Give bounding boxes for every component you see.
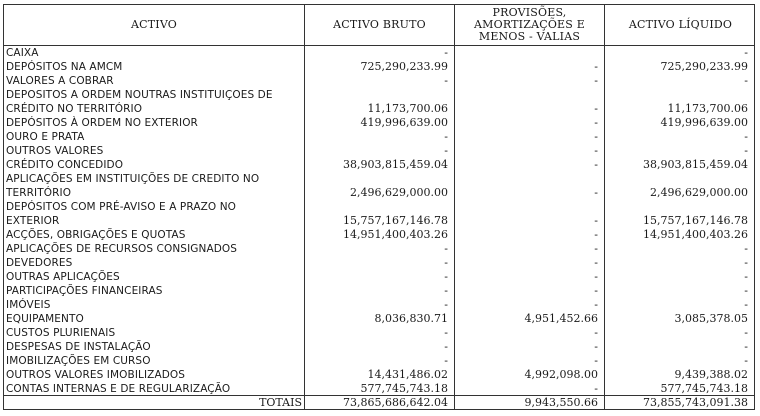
provisoes-value: - [594, 144, 598, 157]
activo-liquido-value: 419,996,639.00 [660, 116, 748, 129]
table-row [4, 312, 756, 326]
activo-liquido-value: 38,903,815,459.04 [643, 158, 748, 171]
table-row [4, 214, 756, 228]
provisoes-value: - [594, 116, 598, 129]
table-row [4, 326, 756, 340]
table-row [4, 340, 756, 354]
provisoes-value: - [594, 214, 598, 227]
balance-sheet-table [3, 4, 755, 410]
provisoes-value [458, 46, 598, 60]
row-label: IMOBILIZAÇÕES EM CURSO [6, 355, 151, 367]
table-row [4, 116, 756, 130]
table-row [4, 88, 756, 102]
activo-bruto-value: - [444, 298, 448, 311]
table-row [4, 284, 756, 298]
table-row [4, 256, 756, 270]
provisoes-value: - [594, 340, 598, 353]
provisoes-value [458, 172, 598, 186]
row-label: OUTROS VALORES IMOBILIZADOS [6, 369, 186, 381]
provisoes-value: - [594, 242, 598, 255]
row-label: CRÉDITO CONCEDIDO [6, 159, 124, 171]
activo-bruto-value: 14,431,486.02 [367, 368, 448, 381]
row-label: DEPÓSITOS NA AMCM [6, 61, 123, 73]
table-row [4, 270, 756, 284]
totals-provisoes: 9,943,550.66 [524, 396, 598, 409]
provisoes-value: - [594, 186, 598, 199]
row-label: TERRITÓRIO [6, 187, 72, 199]
activo-bruto-value [306, 200, 448, 214]
provisoes-value [458, 200, 598, 214]
provisoes-value [458, 88, 598, 102]
activo-liquido-value: - [744, 256, 748, 269]
row-label: EQUIPAMENTO [6, 313, 84, 325]
header-activo-liquido: ACTIVO LÍQUIDO [628, 18, 733, 31]
table-row [4, 102, 756, 116]
activo-bruto-value: 725,290,233.99 [360, 60, 448, 73]
table-row [4, 172, 756, 186]
activo-liquido-value: 725,290,233.99 [660, 60, 748, 73]
provisoes-value: - [594, 284, 598, 297]
activo-liquido-value: 14,951,400,403.26 [643, 228, 748, 241]
activo-bruto-value: 2,496,629,000.00 [350, 186, 448, 199]
table-row [4, 130, 756, 144]
activo-liquido-value [608, 88, 748, 102]
row-label: ACÇÕES, OBRIGAÇÕES E QUOTAS [6, 229, 186, 241]
activo-bruto-value: - [444, 74, 448, 87]
header-provisoes-line: AMORTIZAÇÕES E [474, 18, 585, 31]
activo-liquido-value: - [744, 46, 748, 59]
activo-liquido-value [608, 172, 748, 186]
activo-liquido-value: - [744, 354, 748, 367]
row-label: APLICAÇÕES DE RECURSOS CONSIGNADOS [6, 243, 238, 255]
provisoes-value: - [594, 60, 598, 73]
totals-label: TOTAIS [259, 396, 302, 409]
activo-liquido-value: - [744, 74, 748, 87]
activo-bruto-value: - [444, 130, 448, 143]
row-label: DESPESAS DE INSTALAÇÃO [6, 341, 151, 353]
table-row [4, 46, 756, 60]
activo-liquido-value: 9,439,388.02 [674, 368, 748, 381]
activo-bruto-value: 38,903,815,459.04 [343, 158, 448, 171]
activo-bruto-value: - [444, 256, 448, 269]
row-label: DEPÓSITOS COM PRÉ-AVISO E A PRAZO NO [6, 201, 237, 213]
activo-liquido-value: 11,173,700.06 [667, 102, 748, 115]
header-provisoes [455, 5, 604, 45]
table-row [4, 158, 756, 172]
activo-liquido-value: 577,745,743.18 [660, 382, 748, 395]
activo-bruto-value [306, 88, 448, 102]
provisoes-value: - [594, 326, 598, 339]
totals-activo-liquido: 73,855,743,091.38 [643, 396, 748, 409]
activo-liquido-value [608, 200, 748, 214]
provisoes-value: - [594, 228, 598, 241]
provisoes-value: - [594, 354, 598, 367]
activo-liquido-value: - [744, 130, 748, 143]
table-row [4, 228, 756, 242]
row-label: DEPOSITOS A ORDEM NOUTRAS INSTITUIÇOES DE [6, 89, 273, 101]
activo-liquido-value: - [744, 144, 748, 157]
provisoes-value: - [594, 382, 598, 395]
row-label: APLICAÇÕES EM INSTITUIÇÕES DE CREDITO NO [6, 173, 260, 185]
row-label: CONTAS INTERNAS E DE REGULARIZAÇÃO [6, 383, 231, 395]
activo-bruto-value: 577,745,743.18 [360, 382, 448, 395]
activo-liquido-value: - [744, 284, 748, 297]
activo-liquido-value: 2,496,629,000.00 [650, 186, 748, 199]
activo-liquido-value: 15,757,167,146.78 [643, 214, 748, 227]
row-label: OURO E PRATA [6, 131, 85, 143]
provisoes-value: - [594, 298, 598, 311]
provisoes-value: - [594, 158, 598, 171]
table-row [4, 200, 756, 214]
activo-bruto-value: - [444, 144, 448, 157]
activo-bruto-value [306, 172, 448, 186]
row-label: DEPÓSITOS À ORDEM NO EXTERIOR [6, 117, 198, 129]
activo-bruto-value: - [444, 46, 448, 59]
table-row [4, 60, 756, 74]
activo-bruto-value: - [444, 284, 448, 297]
activo-bruto-value: 11,173,700.06 [367, 102, 448, 115]
activo-bruto-value: 8,036,830.71 [374, 312, 448, 325]
row-label: CAIXA [6, 47, 39, 59]
table-row [4, 186, 756, 200]
table-row [4, 74, 756, 88]
provisoes-value: - [594, 102, 598, 115]
activo-bruto-value: - [444, 326, 448, 339]
activo-liquido-value: 3,085,378.05 [674, 312, 748, 325]
activo-liquido-value: - [744, 270, 748, 283]
provisoes-value: - [594, 130, 598, 143]
totals-row [4, 396, 756, 410]
row-label: CUSTOS PLURIENAIS [6, 327, 116, 339]
activo-bruto-value: - [444, 270, 448, 283]
activo-bruto-value: - [444, 340, 448, 353]
provisoes-value: - [594, 256, 598, 269]
header-provisoes-line: PROVISÕES, [492, 6, 567, 19]
activo-bruto-value: - [444, 354, 448, 367]
row-label: EXTERIOR [6, 215, 60, 227]
row-label: OUTRAS APLICAÇÕES [6, 271, 120, 283]
row-label: OUTROS VALORES [6, 145, 104, 157]
table-row [4, 298, 756, 312]
row-label: IMÓVEIS [6, 299, 51, 311]
table-row [4, 354, 756, 368]
activo-liquido-value: - [744, 340, 748, 353]
activo-liquido-value: - [744, 298, 748, 311]
provisoes-value: 4,951,452.66 [524, 312, 598, 325]
provisoes-value: 4,992,098.00 [524, 368, 598, 381]
totals-activo-bruto: 73,865,686,642.04 [343, 396, 448, 409]
header-provisoes-line: MENOS - VALIAS [478, 30, 581, 43]
row-label: PARTICIPAÇÕES FINANCEIRAS [6, 285, 163, 297]
table-row [4, 368, 756, 382]
row-label: VALORES A COBRAR [6, 75, 114, 87]
activo-bruto-value: - [444, 242, 448, 255]
provisoes-value: - [594, 270, 598, 283]
activo-bruto-value: 15,757,167,146.78 [343, 214, 448, 227]
activo-bruto-value: 14,951,400,403.26 [343, 228, 448, 241]
row-label: DEVEDORES [6, 257, 73, 269]
header-activo-bruto: ACTIVO BRUTO [333, 18, 426, 31]
header-activo: ACTIVO [130, 18, 177, 31]
row-label: CRÉDITO NO TERRITÓRIO [6, 103, 143, 115]
table-row [4, 382, 756, 396]
table-row [4, 144, 756, 158]
activo-liquido-value: - [744, 326, 748, 339]
provisoes-value: - [594, 74, 598, 87]
activo-bruto-value: 419,996,639.00 [360, 116, 448, 129]
table-row [4, 242, 756, 256]
activo-liquido-value: - [744, 242, 748, 255]
